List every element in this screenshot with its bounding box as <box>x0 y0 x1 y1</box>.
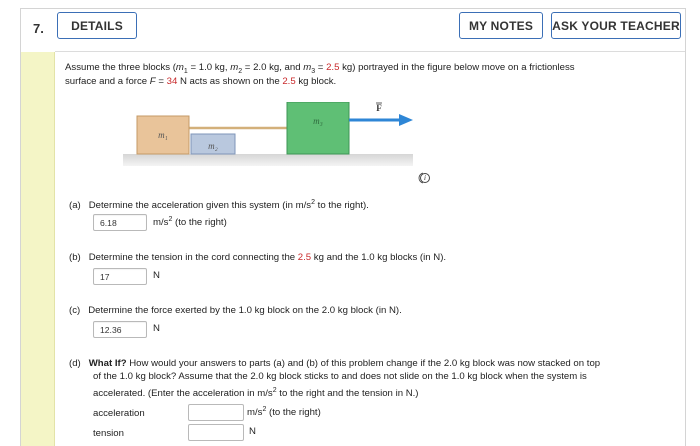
ask-teacher-button[interactable]: ASK YOUR TEACHER <box>551 12 681 39</box>
part-d-line-1: (d) What If? How would your answers to parts (a) and (b) of this problem change if the 2.0 kg block was now stacked on top <box>69 358 601 369</box>
info-icon[interactable]: i <box>420 173 430 183</box>
left-stripe <box>21 52 55 446</box>
m1-label: m₁ <box>158 130 168 140</box>
part-d-line-3: accelerated. (Enter the acceleration in $m/s^2$ to the right and the tension in N.) <box>93 387 419 400</box>
block-m3 <box>287 102 349 154</box>
intro-line-2: surface and a force F = 34 N acts as shown on the 2.5 kg block. <box>65 76 337 87</box>
acceleration-input[interactable] <box>188 404 244 421</box>
my-notes-button[interactable]: MY NOTES <box>459 12 543 39</box>
tension-unit: N <box>249 426 256 437</box>
part-a-unit: $m/s^2$ (to the right) <box>153 216 227 229</box>
part-c-unit: N <box>153 323 160 334</box>
acceleration-label: acceleration <box>93 408 145 419</box>
tension-input[interactable] <box>188 424 244 441</box>
details-button[interactable]: DETAILS <box>57 12 137 39</box>
part-b-question: (b) Determine the tension in the cord connecting the 2.5 kg and the 1.0 kg blocks (in N). <box>69 252 447 263</box>
force-label: F <box>376 103 382 113</box>
ground-surface <box>123 154 413 166</box>
m2-label: m₂ <box>208 141 218 151</box>
question-number: 7. <box>33 21 44 36</box>
part-a-answer[interactable]: 6.18 <box>93 214 147 231</box>
acceleration-unit: $m/s^2$ (to the right) <box>247 406 321 419</box>
m3-label: m₃ <box>313 116 323 126</box>
part-b-answer[interactable]: 17 <box>93 268 147 285</box>
question-content <box>65 52 685 446</box>
part-d-line-2: of the 1.0 kg block? Assume that the 2.0 kg block sticks to and does not slide on the 1.0 kg block when the system is <box>93 371 587 382</box>
intro-line-1: Assume the three blocks ($m_1 = 1.0$ kg, $m_2 = 2.0$ kg, and $m_3 = 2.5$ kg) portrayed in the figure below move on a frictionless <box>65 62 575 75</box>
part-c-question: (c) Determine the force exerted by the 1.0 kg block on the 2.0 kg block (in N). <box>69 305 402 316</box>
force-arrow-head <box>399 114 413 126</box>
part-b-unit: N <box>153 270 160 281</box>
part-c-answer[interactable]: 12.36 <box>93 321 147 338</box>
tension-label: tension <box>93 428 124 439</box>
question-frame <box>20 8 686 446</box>
part-a-question: (a) Determine the acceleration given this system (in $m/s^2$ to the right). <box>69 199 369 212</box>
